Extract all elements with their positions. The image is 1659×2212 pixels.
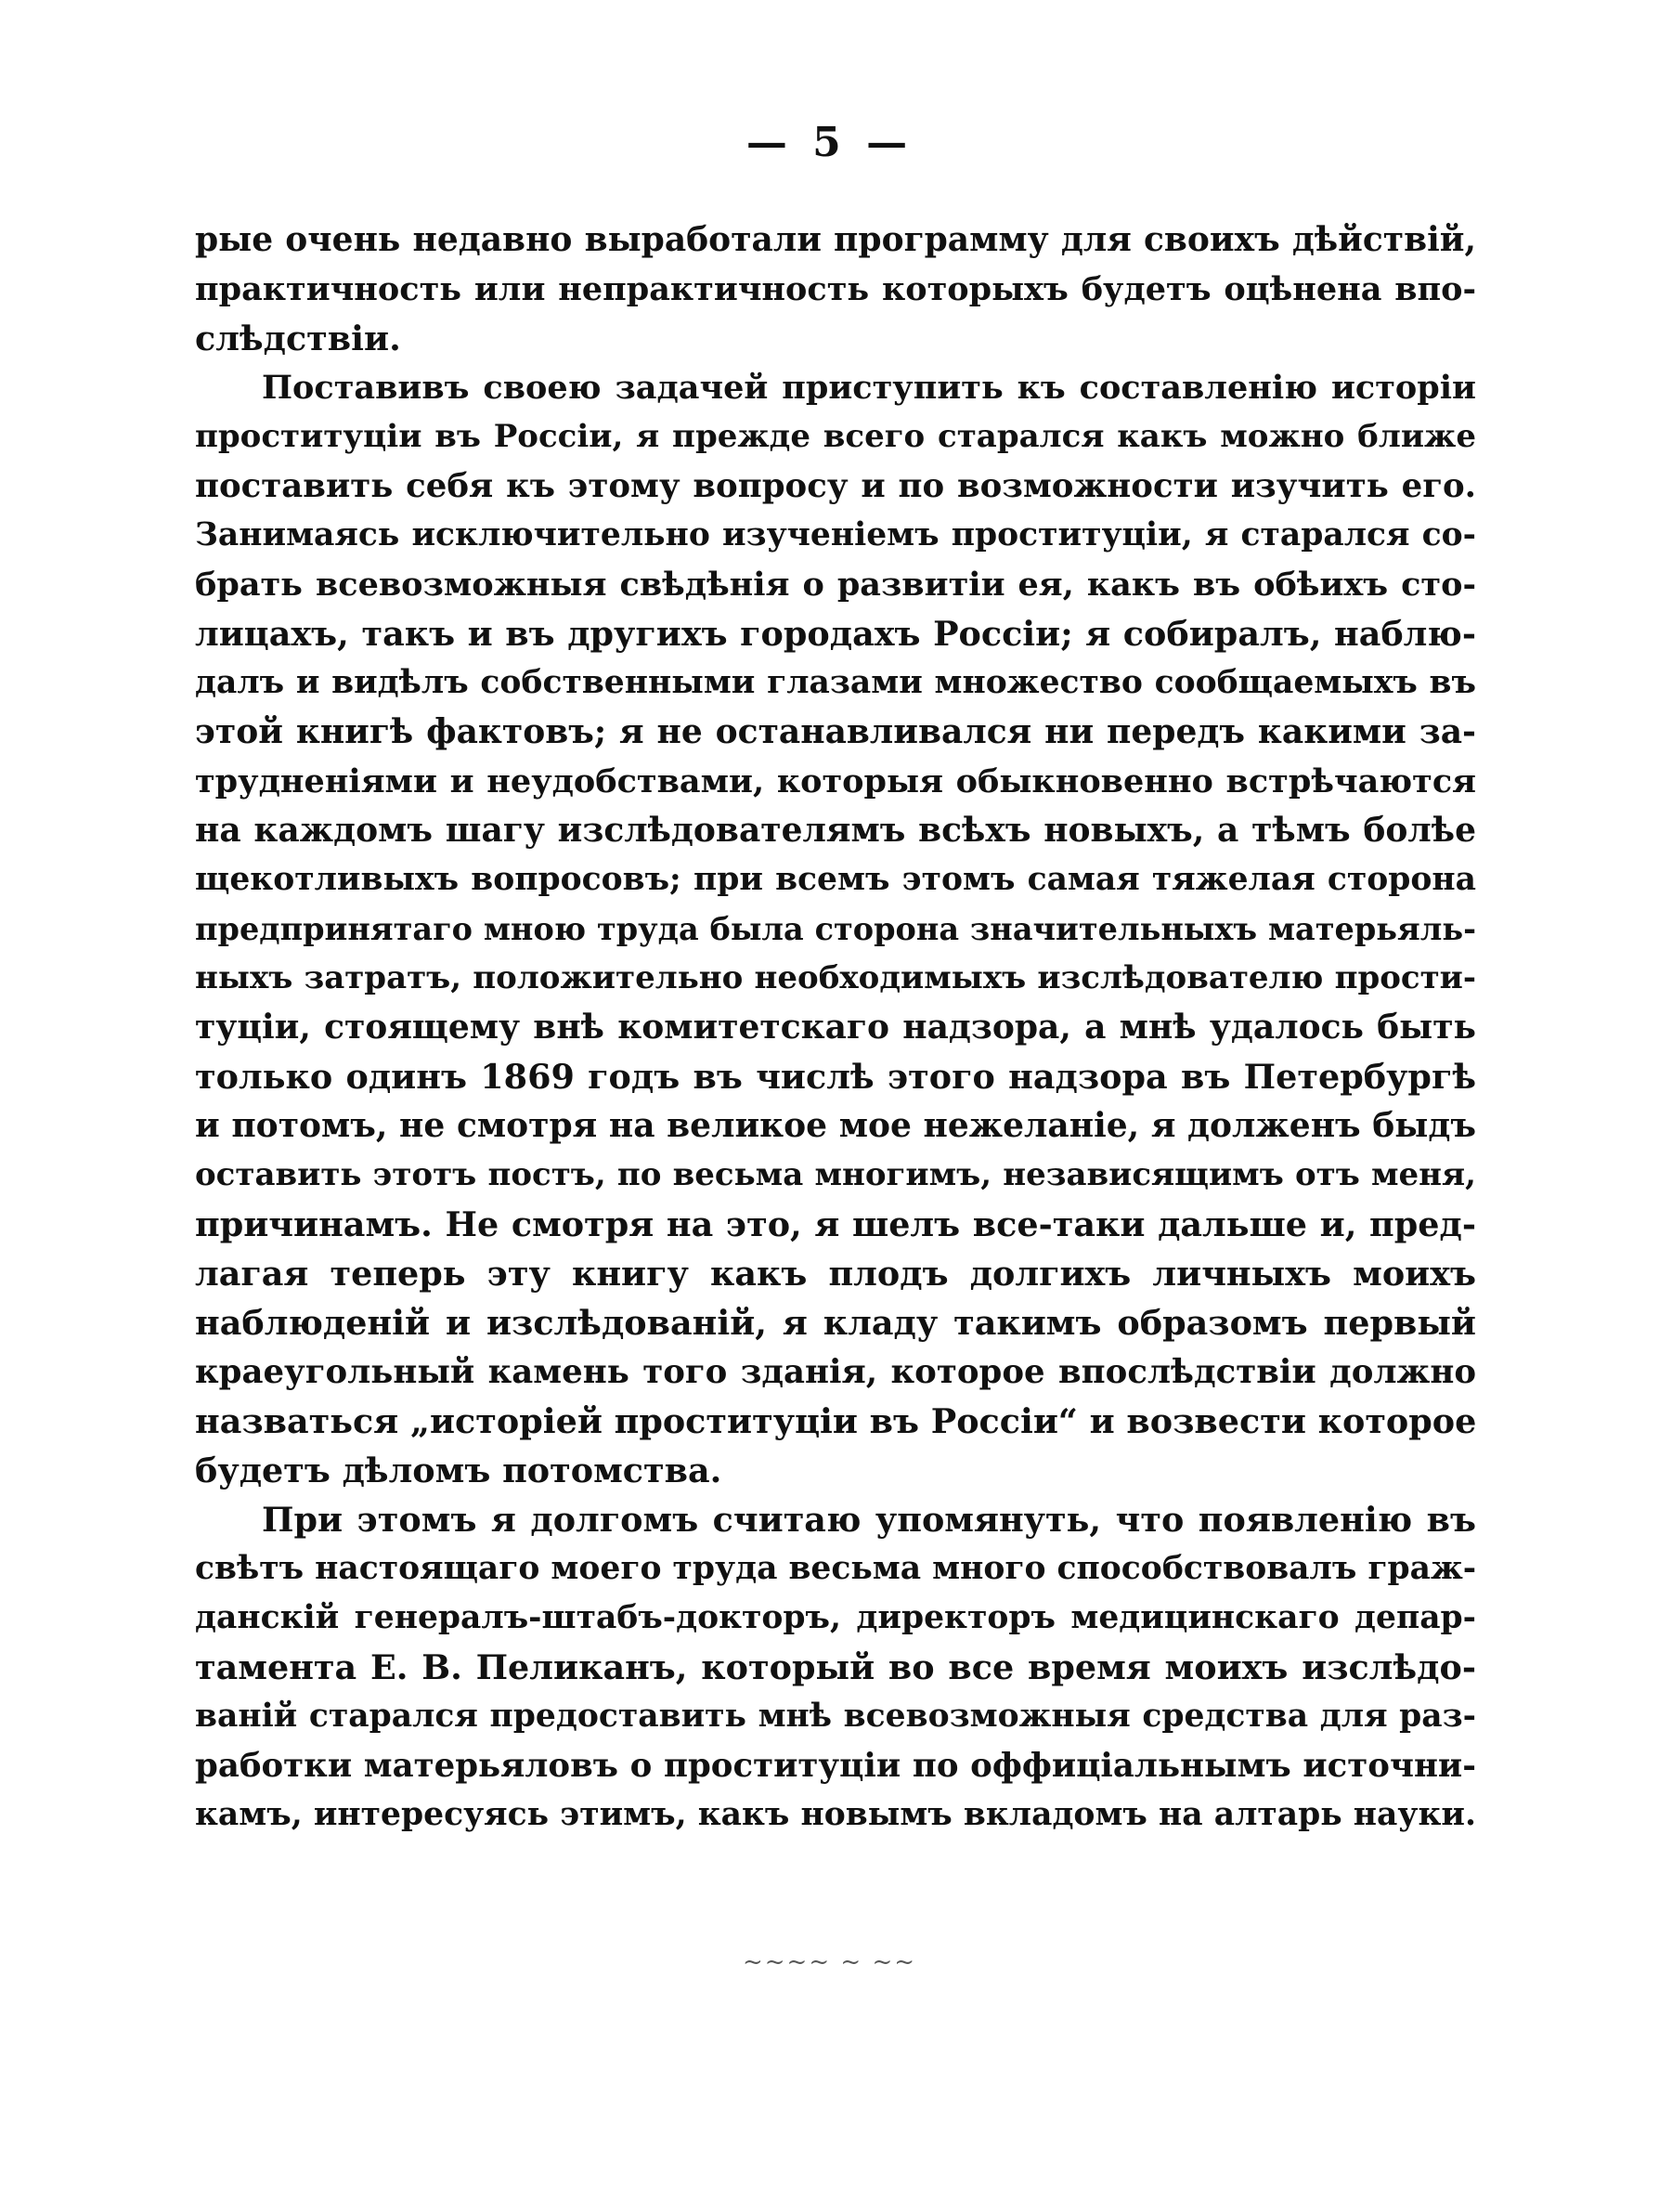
text-line: на каждомъ шагу изслѣдователямъ всѣхъ новыхъ, а тѣмъ болѣе bbox=[195, 811, 1476, 850]
text-line: причинамъ. Не смотря на это, я шелъ все-таки дальше и, пред- bbox=[195, 1204, 1476, 1244]
text-line: поставить себя къ этому вопросу и по возможности изучить его. bbox=[195, 467, 1476, 505]
paragraph-2 bbox=[195, 363, 1476, 1495]
text-line: только одинъ 1869 годъ въ числѣ этого надзора въ Петербургѣ bbox=[195, 1057, 1476, 1097]
text-line: щекотливыхъ вопросовъ; при всемъ этомъ самая тяжелая сторона bbox=[195, 861, 1476, 898]
text-line: предпринятаго мною труда была сторона значительныхъ матерьяль- bbox=[195, 911, 1476, 947]
text-line: назваться „исторіей проституціи въ Россіи“ и возвести которое bbox=[195, 1401, 1476, 1441]
text-line: проституціи въ Россіи, я прежде всего старался какъ можно ближе bbox=[195, 418, 1476, 455]
text-line: и потомъ, не смотря на великое мое нежеланіе, я долженъ быдъ bbox=[195, 1106, 1476, 1145]
text-line: ваній старался предоставить мнѣ всевозможныя средства для раз- bbox=[195, 1698, 1476, 1735]
text-line: брать всевозможныя свѣдѣнія о развитіи ея, какъ въ обѣихъ сто- bbox=[195, 566, 1476, 604]
text-line: рые очень недавно выработали программу для своихъ дѣйствій, bbox=[195, 220, 1476, 259]
text-line: свѣтъ настоящаго моего труда весьма много способствовалъ граж- bbox=[195, 1550, 1476, 1587]
text-line: Занимаясь исключительно изученіемъ проституціи, я старался со- bbox=[195, 516, 1476, 553]
text-line: этой книгѣ фактовъ; я не останавливался ни передъ какими за- bbox=[195, 712, 1476, 751]
text-line: данскій генералъ-штабъ-докторъ, директоръ медицинскаго депар- bbox=[195, 1599, 1476, 1636]
text-line: Поставивъ своею задачей приступить къ составленію исторіи bbox=[262, 369, 1476, 407]
text-line: будетъ дѣломъ потомства. bbox=[195, 1451, 722, 1490]
text-line: тамента Е. В. Пеликанъ, который во все время моихъ изслѣдо- bbox=[195, 1647, 1476, 1687]
text-line: далъ и видѣлъ собственными глазами множество сообщаемыхъ въ bbox=[195, 664, 1476, 701]
text-line: краеугольный камень того зданія, которое впослѣдствіи должно bbox=[195, 1353, 1476, 1391]
text-line: При этомъ я долгомъ считаю упомянуть, что появленію въ bbox=[262, 1500, 1476, 1540]
text-line: наблюденій и изслѣдованій, я кладу такимъ образомъ первый bbox=[195, 1303, 1476, 1343]
text-line: практичность или непрактичность которыхъ будетъ оцѣнена впо- bbox=[195, 270, 1476, 308]
page-number: — 5 — bbox=[745, 119, 914, 166]
text-line: слѣдствіи. bbox=[195, 319, 401, 358]
text-line: камъ, интересуясь этимъ, какъ новымъ вкладомъ на алтарь науки. bbox=[195, 1796, 1476, 1833]
ornament-divider: ~~~~ ~ ~~ bbox=[742, 1948, 917, 1976]
text-line: ныхъ затратъ, положительно необходимыхъ изслѣдователю прости- bbox=[195, 959, 1476, 996]
text-line: туціи, стоящему внѣ комитетскаго надзора, а мнѣ удалось быть bbox=[195, 1008, 1476, 1047]
text-line: работки матерьяловъ о проституціи по оффиціальнымъ источни- bbox=[195, 1747, 1476, 1785]
text-line: оставить этотъ постъ, по весьма многимъ, независящимъ отъ меня, bbox=[195, 1156, 1476, 1193]
text-body bbox=[195, 215, 1476, 1840]
paragraph-3 bbox=[195, 1495, 1476, 1840]
text-line: лагая теперь эту книгу какъ плодъ долгихъ личныхъ моихъ bbox=[195, 1254, 1476, 1294]
text-line: трудненіями и неудобствами, которыя обыкновенно встрѣчаются bbox=[195, 762, 1476, 800]
paragraph-1 bbox=[195, 215, 1476, 363]
text-line: лицахъ, такъ и въ другихъ городахъ Россіи; я собиралъ, наблю- bbox=[195, 614, 1476, 654]
